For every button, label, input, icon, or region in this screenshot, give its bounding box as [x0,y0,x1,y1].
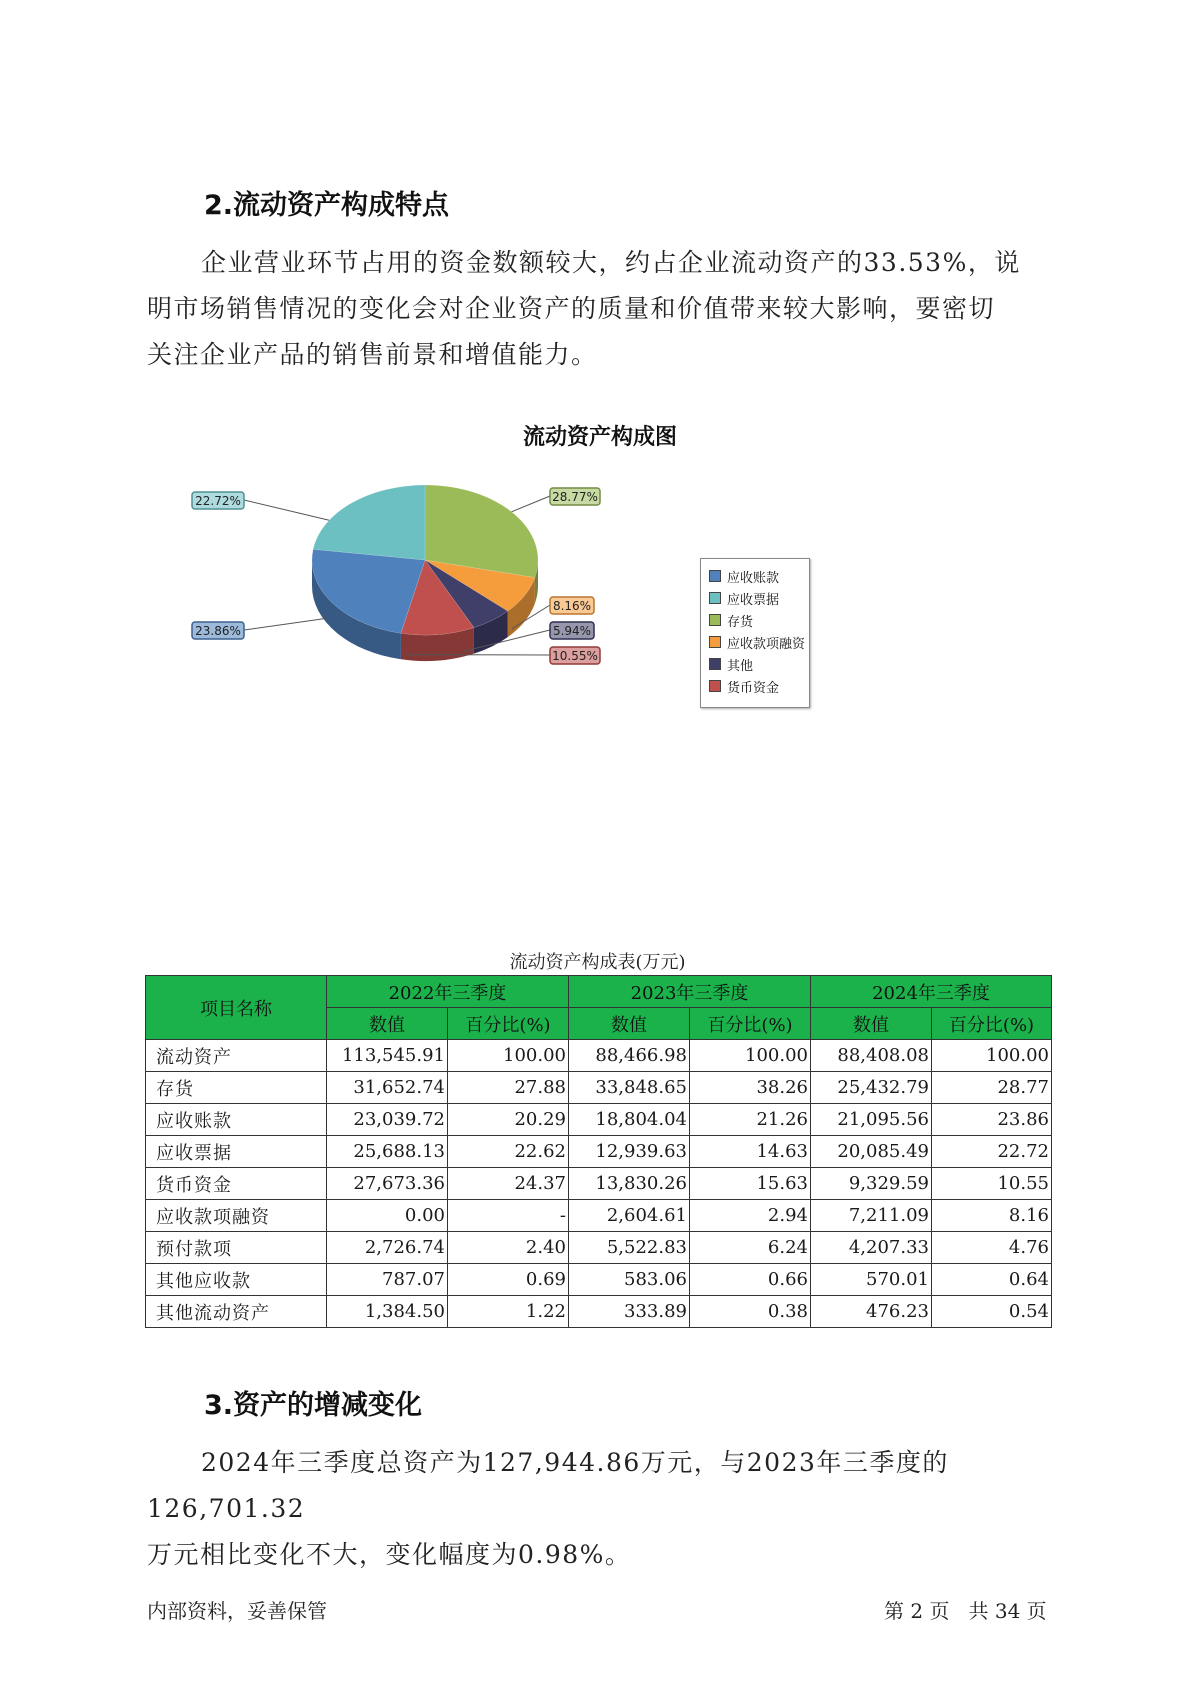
header-period: 2024年三季度 [811,976,1052,1008]
legend-swatch [709,592,721,604]
cell-value: 2,604.61 [569,1200,690,1232]
cell-percent: 14.63 [690,1136,811,1168]
row-name: 应收票据 [146,1136,327,1168]
cell-value: 31,652.74 [327,1072,448,1104]
cell-value: 21,095.56 [811,1104,932,1136]
section-2-paragraph [147,240,1057,378]
paragraph-line: 明市场销售情况的变化会对企业资产的质量和价值带来较大影响，要密切 [147,294,996,323]
table-row [146,1200,1052,1232]
header-value: 数值 [569,1008,690,1040]
cell-percent: 0.64 [932,1264,1052,1296]
legend-item [709,587,809,609]
paragraph-line: 2024年三季度总资产为127,944.86万元，与2023年三季度的126,701.32 [147,1448,949,1523]
cell-percent: 1.22 [448,1296,569,1328]
legend-item [709,631,809,653]
header-value: 数值 [327,1008,448,1040]
cell-percent: 20.29 [448,1104,569,1136]
cell-percent: 2.40 [448,1232,569,1264]
legend-item [709,609,809,631]
cell-percent: 100.00 [690,1040,811,1072]
paragraph-line: 万元相比变化不大，变化幅度为0.98%。 [147,1540,632,1569]
cell-percent: 100.00 [932,1040,1052,1072]
chart-title: 流动资产构成图 [522,425,677,450]
cell-percent: - [448,1200,569,1232]
table-row [146,1264,1052,1296]
callout-line [244,500,329,520]
section-3-paragraph [147,1440,1087,1578]
cell-value: 2,726.74 [327,1232,448,1264]
cell-value: 9,329.59 [811,1168,932,1200]
cell-percent: 24.37 [448,1168,569,1200]
table-row [146,1296,1052,1328]
cell-value: 13,830.26 [569,1168,690,1200]
cell-percent: 4.76 [932,1232,1052,1264]
cell-percent: 6.24 [690,1232,811,1264]
paragraph-line: 企业营业环节占用的资金数额较大，约占企业流动资产的33.53%，说 [201,248,1021,277]
chart-legend [700,558,810,708]
cell-value: 27,673.36 [327,1168,448,1200]
cell-value: 333.89 [569,1296,690,1328]
pie-slice-label: 10.55% [552,649,598,663]
legend-label: 货币资金 [727,680,780,696]
legend-swatch [709,614,721,626]
legend-swatch [709,658,721,670]
cell-percent: 27.88 [448,1072,569,1104]
cell-percent: 23.86 [932,1104,1052,1136]
cell-value: 12,939.63 [569,1136,690,1168]
cell-value: 5,522.83 [569,1232,690,1264]
cell-value: 25,688.13 [327,1136,448,1168]
cell-value: 33,848.65 [569,1072,690,1104]
header-percent: 百分比(%) [448,1008,569,1040]
cell-value: 7,211.09 [811,1200,932,1232]
cell-percent: 0.69 [448,1264,569,1296]
table-row [146,1136,1052,1168]
cell-value: 20,085.49 [811,1136,932,1168]
header-percent: 百分比(%) [932,1008,1052,1040]
legend-label: 应收票据 [727,592,780,608]
paragraph-line: 关注企业产品的销售前景和增值能力。 [147,340,598,369]
cell-percent: 0.54 [932,1296,1052,1328]
legend-label: 存货 [727,614,754,630]
row-name: 其他应收款 [146,1264,327,1296]
table-row [146,1104,1052,1136]
legend-swatch [709,636,721,648]
cell-value: 0.00 [327,1200,448,1232]
table-row [146,1072,1052,1104]
cell-percent: 38.26 [690,1072,811,1104]
cell-percent: 28.77 [932,1072,1052,1104]
row-name: 应收账款 [146,1104,327,1136]
header-period: 2022年三季度 [327,976,569,1008]
cell-value: 113,545.91 [327,1040,448,1072]
cell-value: 570.01 [811,1264,932,1296]
legend-item [709,653,809,675]
current-assets-table [145,975,1052,1328]
legend-label: 应收款项融资 [727,636,806,652]
table-row [146,1040,1052,1072]
cell-value: 23,039.72 [327,1104,448,1136]
footer-page-number: 第 2 页 共 34 页 [884,1599,1047,1623]
pie-slice [313,485,425,560]
header-period: 2023年三季度 [569,976,811,1008]
table-caption: 流动资产构成表(万元) [509,952,686,973]
callout-line [512,496,550,512]
row-name: 货币资金 [146,1168,327,1200]
cell-value: 1,384.50 [327,1296,448,1328]
legend-label: 应收账款 [727,570,780,586]
cell-percent: 100.00 [448,1040,569,1072]
table-row [146,1168,1052,1200]
header-value: 数值 [811,1008,932,1040]
header-item-name: 项目名称 [146,976,327,1040]
cell-percent: 22.72 [932,1136,1052,1168]
callout-line [244,618,327,630]
row-name: 存货 [146,1072,327,1104]
row-name: 应收款项融资 [146,1200,327,1232]
legend-swatch [709,570,721,582]
legend-item [709,565,809,587]
cell-value: 476.23 [811,1296,932,1328]
pie-chart [180,480,760,720]
cell-percent: 15.63 [690,1168,811,1200]
pie-slice-label: 28.77% [552,490,598,504]
cell-percent: 10.55 [932,1168,1052,1200]
pie-slice-label: 5.94% [552,624,592,638]
cell-value: 25,432.79 [811,1072,932,1104]
pie-slice-label: 22.72% [195,494,241,508]
pie-slice-label: 8.16% [552,599,592,613]
pie-top [312,485,538,635]
table-row [146,1232,1052,1264]
cell-value: 583.06 [569,1264,690,1296]
row-name: 预付款项 [146,1232,327,1264]
section-2-heading: 2.流动资产构成特点 [204,190,450,221]
pie-slice-label: 23.86% [195,624,241,638]
legend-item [709,675,809,697]
cell-value: 18,804.04 [569,1104,690,1136]
cell-percent: 0.66 [690,1264,811,1296]
row-name: 流动资产 [146,1040,327,1072]
cell-value: 787.07 [327,1264,448,1296]
cell-percent: 0.38 [690,1296,811,1328]
legend-label: 其他 [727,658,754,674]
cell-percent: 2.94 [690,1200,811,1232]
cell-percent: 22.62 [448,1136,569,1168]
row-name: 其他流动资产 [146,1296,327,1328]
footer-left: 内部资料，妥善保管 [147,1599,327,1623]
cell-percent: 8.16 [932,1200,1052,1232]
legend-swatch [709,680,721,692]
cell-percent: 21.26 [690,1104,811,1136]
cell-value: 88,466.98 [569,1040,690,1072]
header-percent: 百分比(%) [690,1008,811,1040]
cell-value: 4,207.33 [811,1232,932,1264]
cell-value: 88,408.08 [811,1040,932,1072]
section-3-heading: 3.资产的增减变化 [204,1390,423,1421]
